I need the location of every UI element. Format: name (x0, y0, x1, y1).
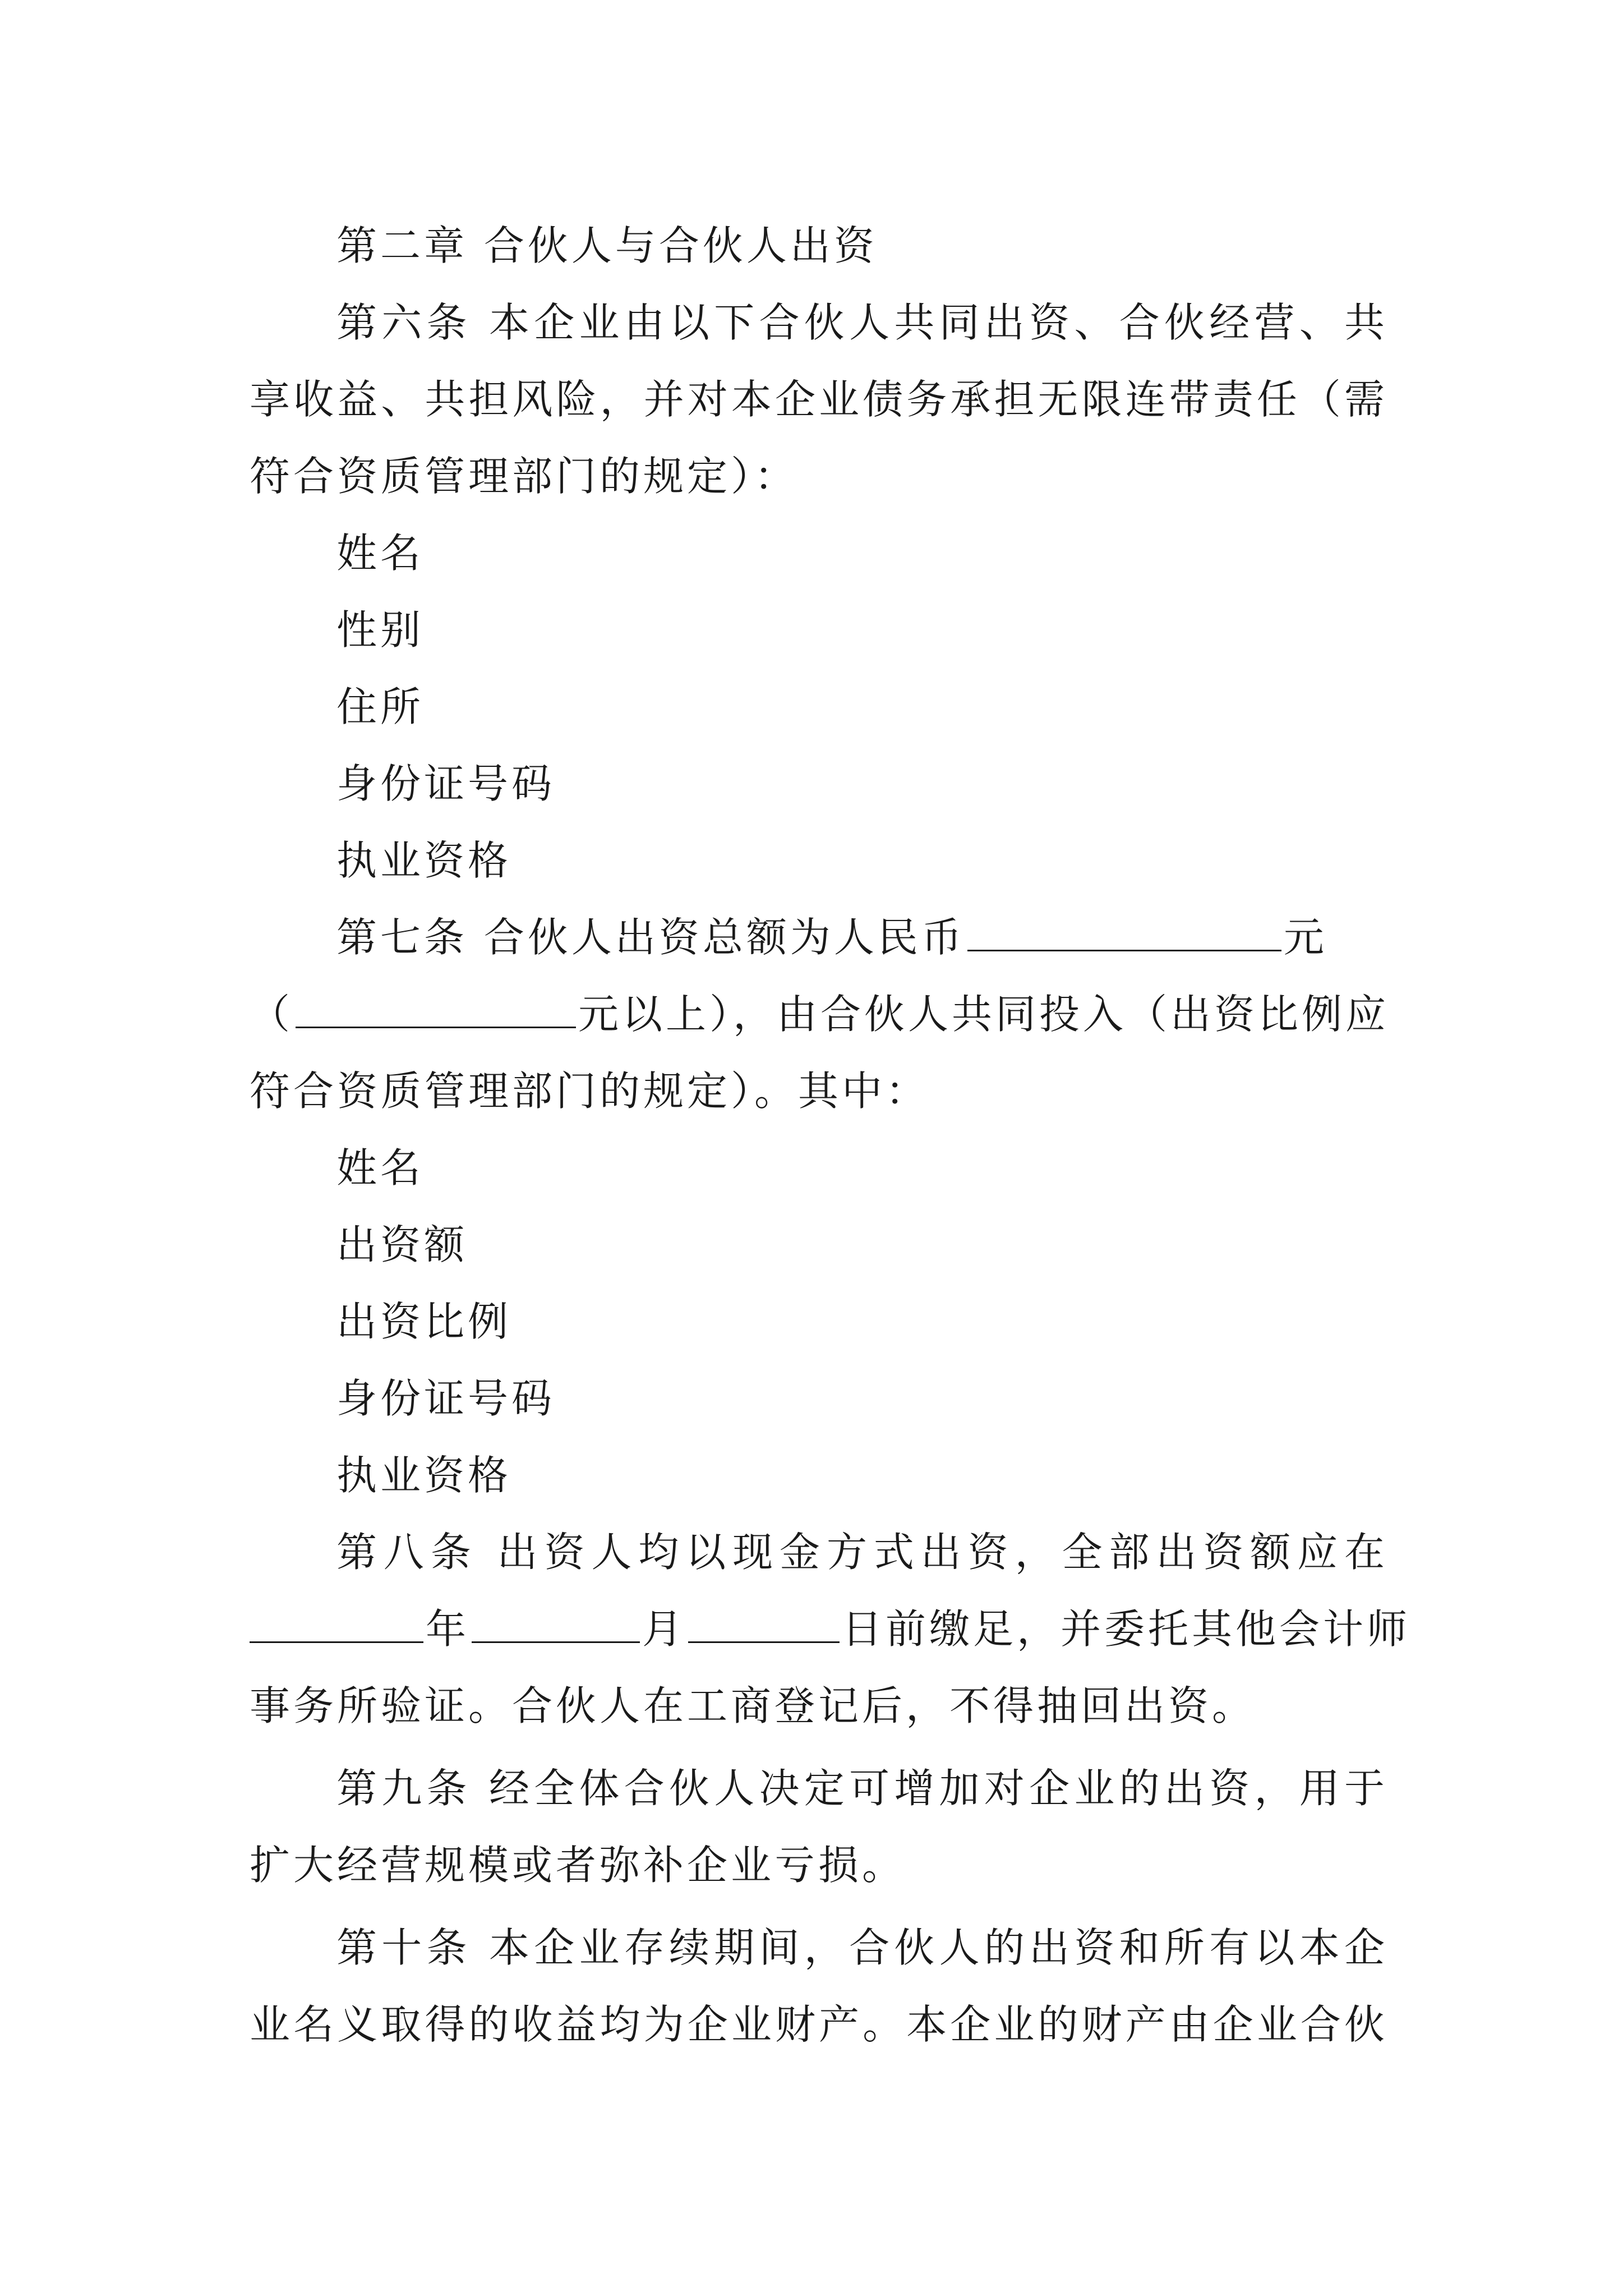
article-7-line-2-text: 元以上），由合伙人共同投入（出资比例应 (578, 991, 1390, 1038)
article-8-line-3: 事务所验证。合伙人在工商登记后，不得抽回出资。 (250, 1682, 1256, 1729)
list1-item-name: 姓名 (336, 530, 425, 577)
month-label: 月 (642, 1605, 686, 1653)
year-blank[interactable] (250, 1608, 423, 1643)
document-body (250, 208, 1411, 2063)
article-8-line-2 (250, 1591, 1411, 1668)
list1-item-id-number: 身份证号码 (336, 760, 556, 807)
article-9-line-1: 第九条 经全体合伙人决定可增加对企业的出资，用于 (336, 1765, 1388, 1812)
list2-item-ratio: 出资比例 (336, 1298, 512, 1345)
year-label: 年 (426, 1605, 470, 1653)
article-8-line-1: 第八条 出资人均以现金方式出资，全部出资额应在 (336, 1529, 1388, 1576)
chapter-heading: 第二章 合伙人与合伙人出资 (336, 222, 878, 269)
list2-item-id-number: 身份证号码 (336, 1375, 556, 1422)
article-7-line-1 (250, 899, 1388, 976)
list2-item-amount: 出资额 (336, 1221, 468, 1268)
list2-item-name: 姓名 (336, 1144, 425, 1191)
list1-item-gender: 性别 (336, 606, 425, 654)
article-7-line-1-text: 第七条 合伙人出资总额为人民币 (336, 914, 965, 961)
article-6-line-3: 符合资质管理部门的规定）： (250, 453, 799, 500)
total-amount-blank[interactable] (967, 916, 1281, 951)
list1-item-address: 住所 (336, 683, 425, 730)
minimum-amount-blank[interactable] (296, 993, 576, 1028)
article-8-line-2-text: 日前缴足，并委托其他会计师 (842, 1605, 1411, 1653)
article-10-line-2: 业名义取得的收益均为企业财产。本企业的财产由企业合伙 (250, 2001, 1388, 2048)
article-9-line-2: 扩大经营规模或者弥补企业亏损。 (250, 1842, 906, 1889)
list2-item-qualification: 执业资格 (336, 1452, 512, 1499)
article-7-line-3: 符合资质管理部门的规定）。其中： (250, 1068, 930, 1115)
month-blank[interactable] (472, 1608, 640, 1643)
article-6-line-1: 第六条 本企业由以下合伙人共同出资、合伙经营、共 (336, 299, 1388, 346)
article-10-line-1: 第十条 本企业存续期间，合伙人的出资和所有以本企 (336, 1924, 1388, 1971)
article-6-line-2: 享收益、共担风险，并对本企业债务承担无限连带责任（需 (250, 376, 1388, 423)
day-blank[interactable] (688, 1608, 840, 1643)
list1-item-qualification: 执业资格 (336, 837, 512, 884)
article-7-line-1-unit: 元 (1283, 914, 1327, 961)
article-7-line-2 (250, 976, 1388, 1053)
article-7-line-2-open: （ (250, 991, 294, 1038)
